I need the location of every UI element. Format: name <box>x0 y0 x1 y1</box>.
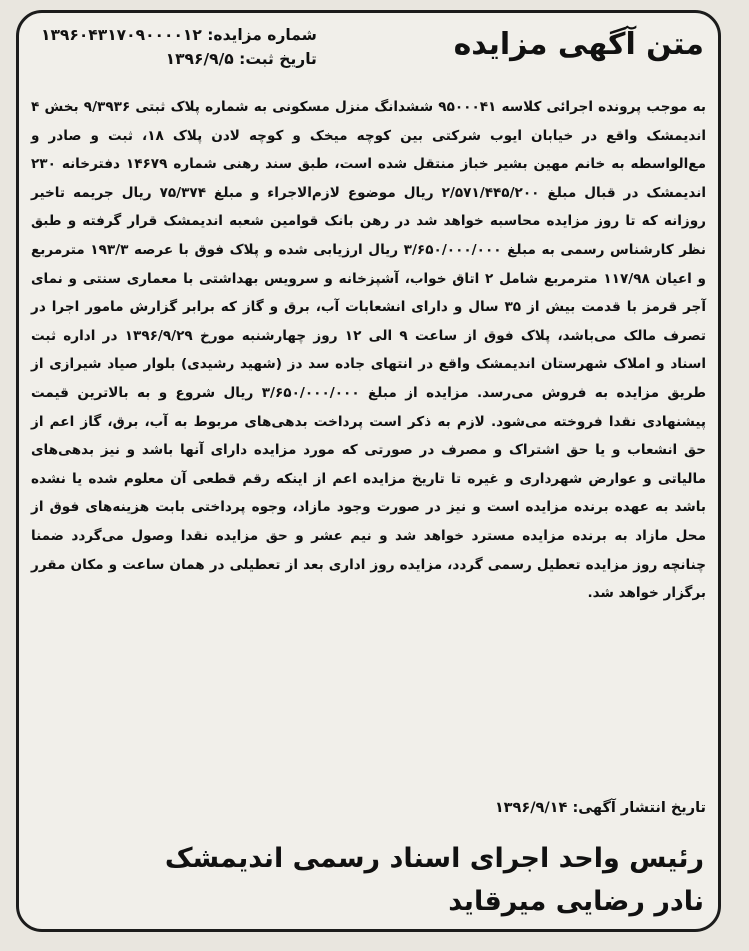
publish-date-label: تاریخ انتشار آگهی: <box>572 800 706 816</box>
signature-name: نادر رضایی میرقاید <box>448 886 704 917</box>
auction-number-row <box>41 23 317 47</box>
signature-title: رئیس واحد اجرای اسناد رسمی اندیمشک <box>164 843 704 874</box>
notice-body <box>31 93 706 608</box>
registration-date-row <box>41 47 317 71</box>
notice-header <box>19 19 718 89</box>
publish-date-value: ۱۳۹۶/۹/۱۴ <box>494 800 568 816</box>
auction-number-label: شماره مزایده: <box>207 26 317 44</box>
registration-date-label: تاریخ ثبت: <box>239 50 317 68</box>
signature-block <box>165 837 704 923</box>
auction-number-value: ۱۳۹۶۰۴۳۱۷۰۹۰۰۰۰۱۲ <box>41 26 202 44</box>
publish-date-row <box>495 800 706 816</box>
registration-date-value: ۱۳۹۶/۹/۵ <box>165 50 234 68</box>
auction-notice <box>16 10 721 932</box>
notice-meta <box>41 23 317 71</box>
notice-title: متن آگهی مزایده <box>453 27 704 62</box>
notice-body-text: به موجب پرونده اجرائی کلاسه ۹۵۰۰۰۴۱ ششدانگ منزل مسکونی به شماره پلاک ثبتی ۹/۳۹۳۶ بخش ۴ اندیمشک واقع در خیابان ایوب شرکتی بین کوچه میخک و کوچه لادن پلاک ۱۸، ثبت و صادر و مع‌الواسطه به خانم مهین بشیر خباز منتقل شده است، طبق سند رهنی شماره ۱۴۶۷۹ دفترخانه ۲۳۰ اندیمشک در قبال مبلغ ۲/۵۷۱/۴۴۵/۲۰۰ ریال موضوع لازم‌الاجراء و مبلغ ۷۵/۳۷۴ ریال جریمه تاخیر روزانه که تا روز مزایده محاسبه خواهد شد در رهن بانک قوامین شعبه اندیمشک قرار گرفته و طبق نظر کارشناس رسمی به مبلغ ۳/۶۵۰/۰۰۰/۰۰۰ ریال ارزیابی شده و پلاک فوق با عرصه ۱۹۳/۳ مترمربع و اعیان ۱۱۷/۹۸ مترمربع شامل ۲ اتاق خواب، آشپزخانه و سرویس بهداشتی با معماری سنتی و نمای آجر قرمز با قدمت بیش از ۳۵ سال و دارای انشعابات آب، برق و گاز که برابر گزارش مامور اجرا در تصرف مالک می‌باشد، پلاک فوق از ساعت ۹ الی ۱۲ روز چهارشنبه مورخ ۱۳۹۶/۹/۲۹ در اداره ثبت اسناد و املاک شهرستان اندیمشک واقع در انتهای جاده سد دز (شهید رشیدی) بلوار صیاد شیرازی از طریق مزایده به فروش می‌رسد. مزایده از مبلغ ۳/۶۵۰/۰۰۰/۰۰۰ ریال شروع و به بالاترین قیمت پیشنهادی نقدا فروخته می‌شود. لازم به ذکر است پرداخت بدهی‌های مربوط به آب، برق، گاز اعم از حق انشعاب و یا حق اشتراک و مصرف در صورتی که مورد مزایده دارای آنها باشد و نیز بدهی‌های مالیاتی و عوارض شهرداری و غیره تا تاریخ مزایده اعم از اینکه رقم قطعی آن معلوم شده یا نشده باشد به عهده برنده مزایده است و نیز در صورت وجود مازاد، وجوه پرداختی بابت هزینه‌های فوق از محل مازاد به برنده مزایده مسترد خواهد شد و نیم عشر و حق مزایده نقدا وصول می‌گردد ضمنا چنانچه روز مزایده تعطیل رسمی گردد، مزایده روز اداری بعد از تعطیلی در همان ساعت و مکان مقرر برگزار خواهد شد. <box>31 99 707 602</box>
